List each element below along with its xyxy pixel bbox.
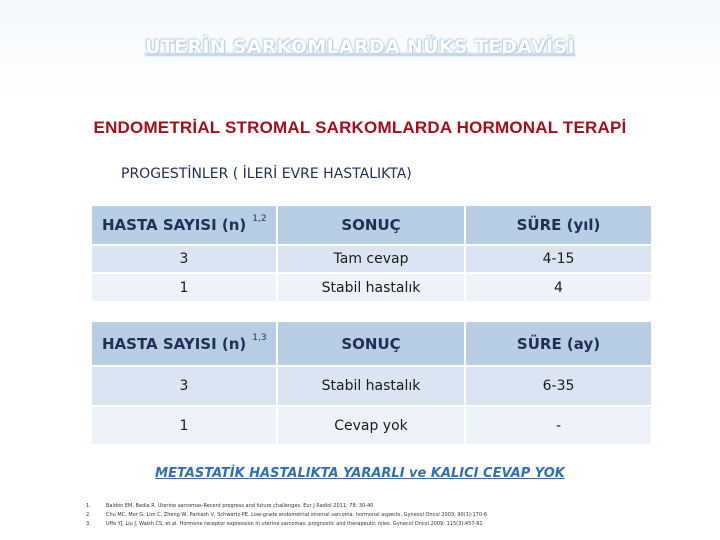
cell-result: Stabil hastalık: [277, 273, 465, 301]
results-table-years: [92, 206, 651, 301]
header-duration: SÜRE (ay): [465, 322, 651, 366]
reference-item: [86, 511, 487, 520]
cell-duration: -: [465, 406, 651, 444]
table-header-row: [92, 206, 651, 245]
header-patient-count-label: HASTA SAYISI (n): [102, 216, 247, 234]
header-patient-count: [92, 206, 277, 245]
cell-result: Stabil hastalık: [277, 366, 465, 406]
header-result: SONUÇ: [277, 206, 465, 245]
cell-count: 1: [92, 406, 277, 444]
cell-result: Tam cevap: [277, 245, 465, 273]
cell-duration: 4: [465, 273, 651, 301]
reference-superscript: 1,3: [252, 332, 267, 343]
header-patient-count-label: HASTA SAYISI (n): [102, 334, 247, 353]
cell-duration: 4-15: [465, 245, 651, 273]
cell-count: 1: [92, 273, 277, 301]
cell-duration: 6-35: [465, 366, 651, 406]
reference-list: [86, 502, 487, 529]
reference-text: Chu MC, Mor G, Lim C, Zheng W, Parkash V, Schwartz PE. Low-grade endometrial stromal sarcoma: hormonal aspects. Gynecol Oncol 2003; 90(1):170-6: [106, 512, 488, 518]
reference-text: Uffe YJ, Liu J, Walsh CS, et al. Hormone receptor expression in uterine sarcomas: prognostic and therapeutic roles. Gynecol Oncol 2009; 115(3):457-61: [106, 521, 483, 527]
section-heading: ENDOMETRİAL STROMAL SARKOMLARDA HORMONAL TERAPİ: [93, 118, 627, 137]
conclusion-text: METASTATİK HASTALIKTA YARARLI ve KALICI CEVAP YOK: [155, 466, 565, 481]
reference-superscript: 1,2: [252, 214, 267, 224]
table-row: [92, 245, 651, 273]
reference-item: [86, 520, 487, 529]
reference-number: 3.: [86, 521, 91, 527]
header-duration: SÜRE (yıl): [465, 206, 651, 245]
cell-count: 3: [92, 245, 277, 273]
slide-title: UTERİN SARKOMLARDA NÜKS TEDAVİSİ: [145, 36, 575, 58]
reference-number: 1.: [86, 503, 91, 509]
results-table-months: [92, 322, 651, 444]
reference-text: Baldon EM, Bedia R. Uterine sarcomas-Recent progress and future challenges. Eur J Radiol 2011; 78: 30-40: [106, 503, 374, 509]
reference-number: 2.: [86, 512, 91, 518]
cell-count: 3: [92, 366, 277, 406]
table-header-row: [92, 322, 651, 366]
table-row: [92, 366, 651, 406]
table-row: [92, 273, 651, 301]
reference-item: [86, 502, 487, 511]
table-row: [92, 406, 651, 444]
header-result: SONUÇ: [277, 322, 465, 366]
cell-result: Cevap yok: [277, 406, 465, 444]
header-patient-count: [92, 322, 277, 366]
subheading: PROGESTİNLER ( İLERİ EVRE HASTALIKTA): [121, 166, 412, 182]
